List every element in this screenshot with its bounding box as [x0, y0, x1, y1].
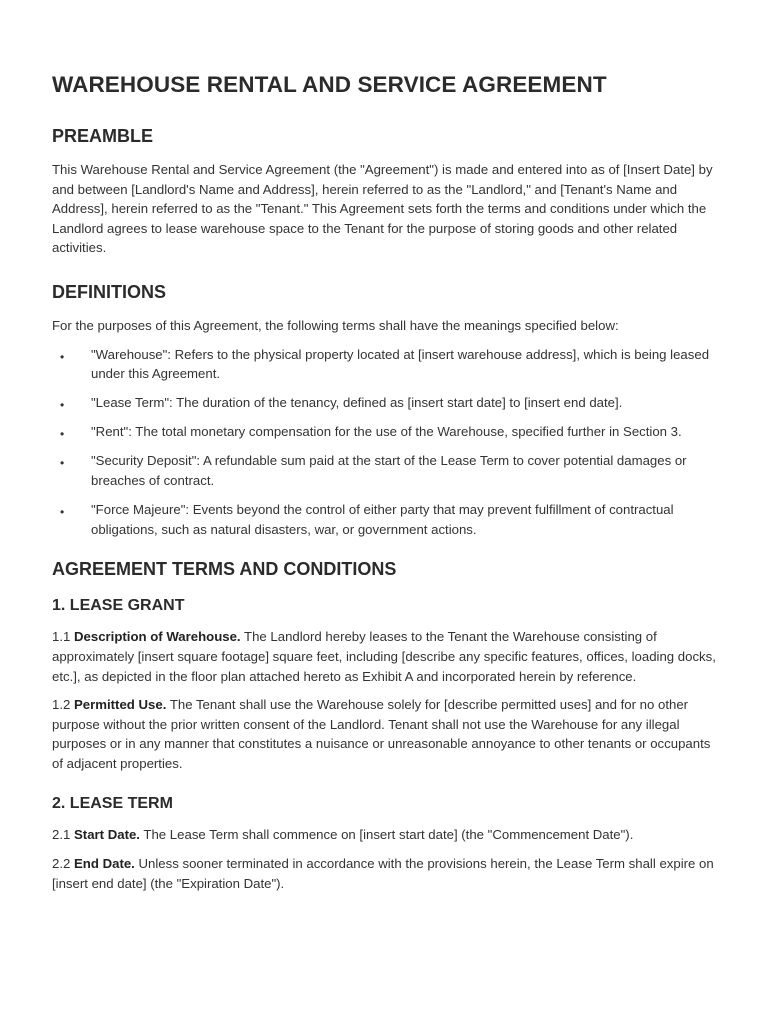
lease-term-section [52, 793, 720, 893]
list-item [52, 422, 720, 442]
definitions-section [52, 280, 720, 539]
clause-text: The Tenant shall use the Warehouse solely for [describe permitted uses] and for no other purpose without the prior written consent of the Landlord. Tenant shall not use the Warehouse for any illegal purposes or in any manner that constitutes a nuisance or unreasonable annoyance to other tenants or occupants of adjacent properties. [52, 697, 711, 771]
definitions-heading: DEFINITIONS [52, 281, 167, 302]
clause [52, 695, 720, 773]
bullet-icon: • [60, 456, 65, 471]
clause [52, 627, 720, 686]
definitions-list [52, 345, 720, 540]
list-item [52, 500, 720, 539]
list-item [52, 345, 720, 384]
definitions-intro: For the purposes of this Agreement, the following terms shall have the meanings specified below: [52, 317, 619, 333]
preamble-heading: PREAMBLE [52, 126, 154, 146]
list-item [52, 451, 720, 490]
clause-title: End Date. [74, 856, 135, 872]
definition-text: "Warehouse": Refers to the physical property located at [insert warehouse address], which is being leased under this Agreement. [91, 346, 710, 382]
bullet-icon: • [60, 427, 65, 442]
clause-text: The Lease Term shall commence on [insert start date] (the "Commencement Date"). [143, 827, 634, 843]
clause-number: 1.2 [52, 697, 71, 713]
terms-heading: AGREEMENT TERMS AND CONDITIONS [52, 559, 397, 580]
definition-text: "Rent": The total monetary compensation for the use of the Warehouse, specified further in Section 3. [91, 424, 682, 440]
lease-grant-section [52, 595, 720, 773]
terms-section [52, 557, 720, 893]
bullet-icon: • [60, 505, 65, 520]
definition-text: "Lease Term": The duration of the tenancy, defined as [insert start date] to [insert end date]. [91, 395, 623, 411]
clause-number: 1.1 [52, 629, 71, 645]
list-item [52, 393, 720, 413]
bullet-icon: • [60, 349, 65, 364]
clause-title: Permitted Use. [74, 697, 167, 713]
section-heading: 2. LEASE TERM [52, 795, 173, 813]
clause-text: The Landlord hereby leases to the Tenant the Warehouse consisting of approximately [insert square footage] square feet, including [describe any specific features, offices, loading docks, etc.], as depicted in the floor plan attached hereto as Exhibit A and incorporated herein by reference. [52, 629, 716, 684]
clause-number: 2.2 [52, 856, 71, 872]
clause [52, 825, 720, 845]
document-title: WAREHOUSE RENTAL AND SERVICE AGREEMENT [52, 72, 607, 97]
clause [52, 854, 720, 893]
preamble-section [52, 124, 720, 258]
definition-text: "Force Majeure": Events beyond the control of either party that may prevent fulfillment of contractual obligations, such as natural disasters, war, or government actions. [91, 502, 674, 537]
clause-title: Description of Warehouse. [74, 629, 241, 645]
clause-title: Start Date. [74, 827, 140, 843]
bullet-icon: • [60, 398, 65, 413]
clause-text: Unless sooner terminated in accordance with the provisions herein, the Lease Term shall expire on [insert end date] (the "Expiration Date"). [52, 856, 714, 891]
section-heading: 1. LEASE GRANT [52, 597, 185, 615]
definition-text: "Security Deposit": A refundable sum paid at the start of the Lease Term to cover potential damages or breaches of contract. [91, 453, 687, 489]
preamble-text: This Warehouse Rental and Service Agreement (the "Agreement") is made and entered into as of [Insert Date] by and between [Landlord's Name and Address], herein referred to as the "Landlord," and [Tenant's Name and Address], herein referred to as the "Tenant." This Agreement sets forth the terms and conditions under which the Landlord agrees to lease warehouse space to the Tenant for the purpose of storing goods and other related activities. [52, 162, 713, 256]
clause-number: 2.1 [52, 827, 71, 843]
